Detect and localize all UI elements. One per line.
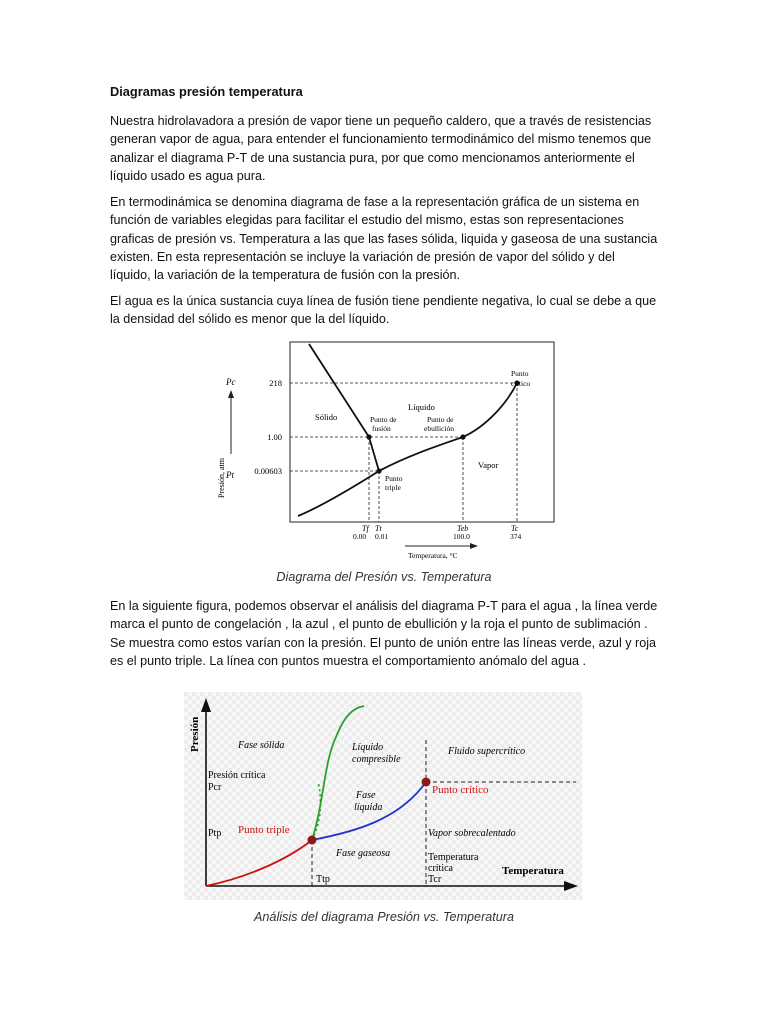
- ptp-label: Ptp: [208, 828, 222, 839]
- y-arrow-head-icon: [228, 390, 234, 398]
- ttp-label: Ttp: [316, 874, 330, 885]
- x-value-100: 100.0: [453, 532, 470, 541]
- fusion-point: [366, 434, 371, 439]
- x-axis-label: Temperatura, °C: [408, 551, 458, 560]
- boiling-label-2: ebullición: [424, 424, 454, 433]
- x-axis-label: Temperatura: [502, 865, 564, 877]
- compressible-liquid-label-1: Líquido: [352, 742, 384, 753]
- y-tick-triple: 0.00603: [254, 466, 282, 476]
- region-liquid: Líquido: [408, 402, 435, 412]
- x-value-001: 0.01: [375, 532, 389, 541]
- document-title: Diagramas presión temperatura: [110, 84, 303, 99]
- paragraph-water: El agua es la única sustancia cuya línea de fusión tiene pendiente negativa, lo cual se debe a que la densidad del sólido es menor que la del líquido.: [110, 294, 657, 327]
- pc-symbol: Pc: [226, 377, 236, 387]
- fusion-line: [309, 344, 379, 471]
- gas-phase-label: Fase gaseosa: [336, 848, 391, 859]
- critical-point-marker: [422, 778, 431, 787]
- solid-phase-label: Fase sólida: [238, 740, 285, 751]
- fusion-label-2: fusión: [372, 424, 391, 433]
- x-arrow-head-icon: [470, 543, 478, 549]
- triple-point-marker: [308, 836, 317, 845]
- x-value-374: 374: [510, 532, 522, 541]
- x-symbol-tf: Tf: [362, 524, 369, 533]
- dashed-guides: [290, 383, 517, 522]
- critical-label-2: crítico: [511, 379, 531, 388]
- critical-pressure-label: Presión crítica: [208, 770, 266, 781]
- x-value-0: 0.00: [353, 532, 367, 541]
- y-axis-label: Presión: [189, 716, 201, 752]
- y-tick-1: 1.00: [267, 432, 282, 442]
- supercritical-label: Fluido supercrítico: [448, 746, 526, 757]
- pt-symbol: Pt: [226, 470, 234, 480]
- paragraph-intro: Nuestra hidrolavadora a presión de vapor tiene un pequeño caldero, que a través de resistencias generan vapor de agua, para entender el funcionamiento termodinámico del mismo tenemos que analizar el diagrama P-T de una sustancia pura, por que como mencionamos anteriormente el líquido usado es agua pura.: [110, 114, 652, 183]
- triple-point: [376, 468, 381, 473]
- critical-temp-label-2: crítica: [428, 863, 453, 874]
- triple-point-label: Punto triple: [238, 824, 290, 836]
- critical-label-1: Punto: [511, 369, 529, 378]
- liquid-phase-label-2: líquida: [354, 802, 383, 813]
- triple-label-2: triple: [385, 483, 401, 492]
- compressible-liquid-label-2: compresible: [352, 754, 401, 765]
- liquid-phase-label-1: Fase: [356, 790, 376, 801]
- critical-temp-label-1: Temperatura: [428, 852, 479, 863]
- fusion-label-1: Punto de: [370, 415, 397, 424]
- tcr-label: Tcr: [428, 874, 442, 885]
- figure1-caption: Diagrama del Presión vs. Temperatura: [276, 570, 492, 584]
- pcr-label: Pcr: [208, 782, 222, 793]
- paragraph-analysis: En la siguiente figura, podemos observar el análisis del diagrama P-T para el agua , la línea verde marca el punto de congelación , la azul , el punto de ebullición y la roja el punto de sublimación . Se muestra como estos varían con la presión. El punto de unión entre las líneas verde, azul y roja es el punto triple. La línea con puntos muestra el comportamiento anómalo del agua .: [110, 599, 658, 668]
- critical-point-label: Punto crítico: [432, 784, 489, 796]
- triple-label-1: Punto: [385, 474, 403, 483]
- boiling-label-1: Punto de: [427, 415, 454, 424]
- region-vapor: Vapor: [478, 460, 499, 470]
- x-symbol-tc: Tc: [511, 524, 519, 533]
- paragraph-definition: En termodinámica se denomina diagrama de fase a la representación gráfica de un sistema en función de variables elegidas para facilitar el estudio del mismo, estas son representaciones graficas de presión vs. Temperatura a las que las fases sólida, liquida y gaseosa de una sustancia existen. En esta representación se incluye la variación de presión de vapor del sólido y del líquido, la variación de la temperatura de fusión con la presión.: [110, 195, 658, 283]
- x-symbol-tt: Tt: [375, 524, 382, 533]
- y-axis-label: Presión, atm: [217, 458, 226, 498]
- pt-diagram-figure: [212, 338, 562, 562]
- y-tick-218: 218: [269, 378, 282, 388]
- boiling-point: [460, 434, 465, 439]
- figure2-caption: Análisis del diagrama Presión vs. Temperatura: [254, 910, 514, 924]
- region-solid: Sólido: [315, 412, 338, 422]
- superheated-vapor-label: Vapor sobrecalentado: [428, 828, 516, 839]
- pt-analysis-figure: [184, 692, 582, 900]
- x-symbol-teb: Teb: [457, 524, 469, 533]
